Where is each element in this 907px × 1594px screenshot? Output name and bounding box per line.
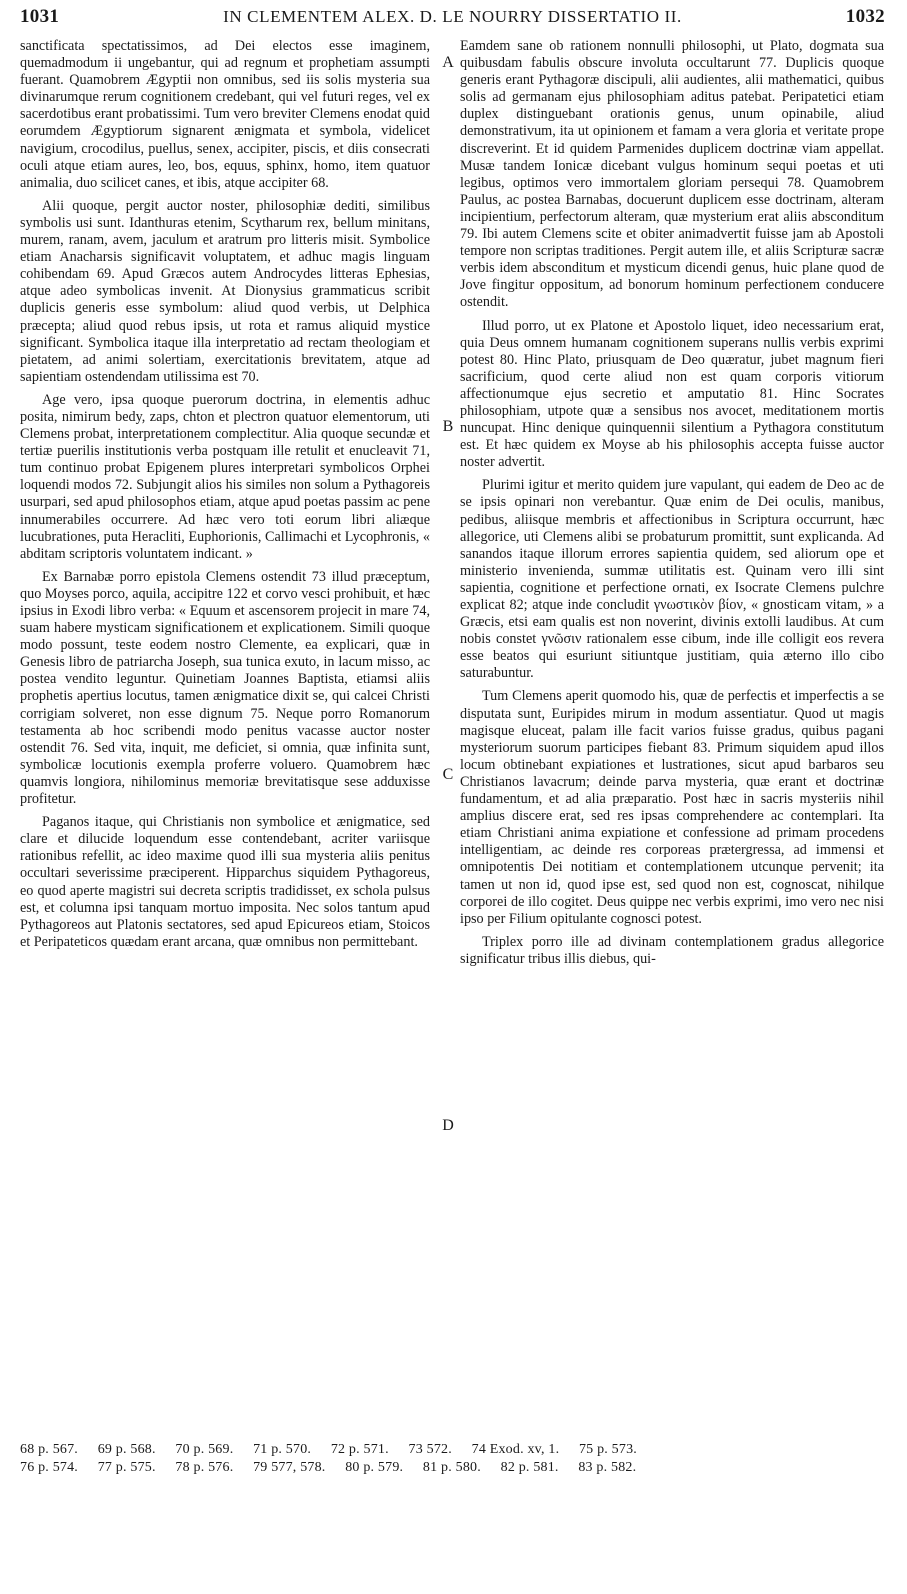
paragraph: sanctificata spectatissimos, ad Dei electos esse imaginem, quemadmodum ii ungebantur, qui ad regnum et prophetiam assumpti fuerant. Quamobrem Ægyptii non omnibus, sed iis solis mysteria sua divinarumque rerum cognitionem credebant, qui vel futuri reges, vel ex sacerdotibus erant probatissimi. Tum vero breviter Clemens enodat quid eorumdem Ægyptiorum signarent ænigmata et symbola, videlicet navigium, crocodilus, puellus, senex, accipiter, piscis, et diis consecrati oculi atque etiam aures, leo, bos, equus, sphinx, homo, item quatuor animalia, duo scilicet canes, et ibis, atque accipiter 68. xyxy=(20,38,430,191)
paragraph: Ex Barnabæ porro epistola Clemens ostendit 73 illud præceptum, quo Moyses porco, aquila, accipitre 122 et corvo vesci prohibuit, et hæc ipsius in Exodi libro verba: « Equum et ascensorem projecit in mare 74, suam habere mysticam significationem et explicationem. Simili quoque modo possunt, teste eodem nostro Clemente, ea explicari, quæ in Genesis libro de patriarcha Joseph, sua tunica exuto, in lacum misso, ac postea vendito leguntur. Quinetiam Joannes Baptista, etiamsi aliis prophetis apertius locutus, tamen ænigmatice dixit se, qui calcei Christi corrigiam solveret, non esse dignum 75. Neque porro Romanorum testamenta ab hoc scribendi modo penitus vacasse auctor noster ostendit 76. Sed vita, inquit, me deficiet, si omnia, quæ infinita sunt, symbolicæ locutionis exempla proferre voluero. Quamobrem hæc quamvis longiora, nihilominus memoriæ brevitatisque sese adduxisse profitetur. xyxy=(20,568,430,808)
footnotes xyxy=(20,1441,887,1477)
footnote: 79 577, 578. xyxy=(253,1460,326,1475)
paragraph: Triplex porro ille ad divinam contemplationem gradus allegorice significatur tribus illis diebus, qui- xyxy=(460,933,884,967)
margin-marker-d: D xyxy=(442,1117,454,1134)
footnote: 69 p. 568. xyxy=(97,1442,156,1457)
paragraph: Eamdem sane ob rationem nonnulli philosophi, ut Plato, dogmata sua quibusdam fabulis obscure involuta occultarunt 77. Duplicis quoque generis erant Pythagoræ discipuli, alii audientes, alii mathematici, quibus solis ad germanam ejus philosophiam aditus patebat. Peripatetici etiam duplex distinguebant orationis genus, unum opinabile, aliud demonstrativum, ita ut opinionem et famam a vera gloria et veritate prope discreverint. Et id quidem Parmenides duplicem doctrinæ viam appellat. Musæ tandem Ionicæ dicebant vulgus hominum sequi poetas et uti legibus, optimos vero immortalem gloriam persequi 78. Quamobrem Paulus, ac postea Barnabas, docuerunt duplicem esse doctrinam, alteram incipientium, perfectorum alteram, quæ mysterium erat aliis absconditum 79. Ibi autem Clemens scite et obiter animadvertit fuisse jam ab Apostoli tempore non scriptas traditiones. Pergit autem ille, et aliis Scripturæ sacræ verbis idem absconditum et mysticum dicendi genus, huic plane quod de Jove fingitur oppositum, ad bonorum hominum perfectionem conducere ostendit. xyxy=(460,38,884,311)
footnote: 77 p. 575. xyxy=(97,1460,156,1475)
margin-marker-b: B xyxy=(442,418,454,435)
footnote: 68 p. 567. xyxy=(20,1442,78,1457)
page-number-right: 1032 xyxy=(845,6,885,27)
paragraph: Tum Clemens aperit quomodo his, quæ de perfectis et imperfectis a se disputata sunt, Euripides mirum in modum assentiatur. Quod ut magis magisque eluceat, palam ille facit varios fuisse gradus, quibus pagani mysteriorum suorum participes fiebant 83. Primum siquidem apud illos locum obtinebant expiationes et lustrationes, sicut apud barbaros seu Christianos lavacrum; deinde parva mysteria, quæ erant et doctrinæ fundamentum, et ad alia præparatio. Post hæc in sacris mysteriis nihil amplius discere erat, sed res ipsas comprehendere ac contemplari. Ita etiam Christiani anima expiatione et confessione ad primam procedens intelligentiam, ac deinde res corporeas prætergressa, ad immensi et omnipotentis Dei notitiam et contemplationem utcunque pervenit; ita tamen ut non id, quod ipse est, sed quod non est, cognoscat, nihilque corporei de illo cogitet. Deus quippe nec verbis exprimi, imo vero nec nisi ipso per Filium opitulante cognosci potest. xyxy=(460,688,884,927)
margin-marker-c: C xyxy=(442,766,454,783)
footnote: 70 p. 569. xyxy=(175,1442,234,1457)
footnote: 81 p. 580. xyxy=(422,1460,481,1475)
paragraph: Illud porro, ut ex Platone et Apostolo liquet, ideo necessarium erat, quia Deus omnem humanam cognitionem superans nullis verbis exprimi potest 80. Hinc Plato, priusquam de Deo quæratur, jubet magnum fieri sacrificium, quod certe aliud non est quam corporis vitiorum affectionumque ejus secretio et amputatio 81. Hinc Socrates philosophiam, utpote quæ a sensibus nos avocet, meditationem mortis nuncupat. Hinc denique quinquennii silentium a Pythagora constitutum est. Et hæc quidem ex Moyse ab his philosophis accepta fuisse auctor noster advertit. xyxy=(460,317,884,471)
footnote: 80 p. 579. xyxy=(345,1460,404,1475)
footnote: 75 p. 573. xyxy=(578,1442,637,1457)
paragraph: Plurimi igitur et merito quidem jure vapulant, qui eadem de Deo ac de se ipsis opinari non verebantur. Quæ enim de Dei oculis, manibus, pedibus, aliisque membris et affectionibus in Scriptura occurrunt, hæc allegorice, uti Clemens alibi se probaturum promittit, sunt explicanda. Ad sanandos itaque illorum errores sapientia quidem, sed aliorum ope et ministerio invenienda, summæ utilitatis est. Quinam vero illi sint sapientia, cognitione et perfectione ornati, ex Isocrate Clemens pulchre explicat 82; atque inde concludit γνωστικὸν βίον, « gnosticam vitam, » a Græcis, etsi eam qualis est non noverint, divinis extolli laudibus. At cum nobis constet γνῶσιν rationalem esse cibum, inde ille colligit eos revera esse beatos qui esuriunt sitiuntque justitiam, quia æterno illo cibo saturabuntur. xyxy=(460,477,884,682)
footnote: 83 p. 582. xyxy=(578,1460,637,1475)
footnote: 76 p. 574. xyxy=(20,1460,78,1475)
footnote: 71 p. 570. xyxy=(253,1442,312,1457)
footnote-line xyxy=(20,1441,887,1459)
footnote: 78 p. 576. xyxy=(175,1460,234,1475)
footnote-line xyxy=(20,1459,887,1477)
running-title: IN CLEMENTEM ALEX. D. LE NOURRY DISSERTATIO II. xyxy=(223,7,682,26)
footnote: 82 p. 581. xyxy=(500,1460,559,1475)
right-column xyxy=(460,38,884,974)
paragraph: Paganos itaque, qui Christianis non symbolice et ænigmatice, sed clare et dilucide loquendum esse contendebant, acriter variisque rationibus refellit, ac ideo maxime quod illi sua mysteria aliis penitus occultari severissime præciperent. Hipparchus siquidem Pythagoreus, eo quod aperte magistri sui decreta scriptis tradidisset, ex schola pulsus est, et columna ipsi tanquam mortuo imposita. Nec solos tantum apud Pythagoreos aut Platonis sectatores, sed apud Epicureos etiam, Stoicos et Peripateticos quædam erant arcana, quæ omnibus non permittebant. xyxy=(20,814,430,950)
margin-marker-a: A xyxy=(442,54,454,71)
paragraph: Alii quoque, pergit auctor noster, philosophiæ dediti, similibus symbolis usi sunt. Idanthuras etenim, Scytharum rex, bellum minitans, murem, ranam, avem, jaculum et aratrum pro litteris misit. Symbolice etiam Anacharsis significavit voluptatem, et adhuc magis linguam cohibendam 69. Apud Græcos autem Androcydes litteras Ephesias, atque adeo symbolicas invenit. At Dionysius grammaticus scribit duplicis generis esse symbolum: aliud quod verbis, ut Delphica præcepta; aliud quod rebus ipsis, ut rota et ramus aliquid mystice significant. Symbolica itaque illa interpretatio ad rectam theologiam et pietatem, ad animi solertiam, exercitationis brevitatem, atque ad sapientiam ostendendam utilissima est 70. xyxy=(20,197,430,385)
footnote: 74 Exod. xv, 1. xyxy=(471,1442,560,1457)
footnote: 73 572. xyxy=(408,1442,452,1457)
page-number-left: 1031 xyxy=(20,6,60,27)
footnote: 72 p. 571. xyxy=(330,1442,389,1457)
left-column xyxy=(20,38,430,957)
paragraph: Age vero, ipsa quoque puerorum doctrina, in elementis adhuc posita, nimirum bedy, zaps, chton et plectron quatuor elementorum, uti Clemens probat, interpretationem complectitur. Alia quoque secundæ et tertiæ puerilis institutionis verba postquam ille retulit et enucleavit 71, tum continuo probat Epigenem plures interpretari symbolicos Orphei loquendi modos 72. Subjungit alios his similes non solum a Pythagoreis usurpari, sed apud philosophos etiam, atque apud poetas passim ac pene innumerabiles occurrere. Ad hæc vero toti eorum libri aliæque lucubrationes, puta Heracliti, Euphorionis, Callimachi et Lycophronis, « abditam scriptoris voluntatem indicant. » xyxy=(20,391,430,562)
running-header xyxy=(20,6,885,34)
